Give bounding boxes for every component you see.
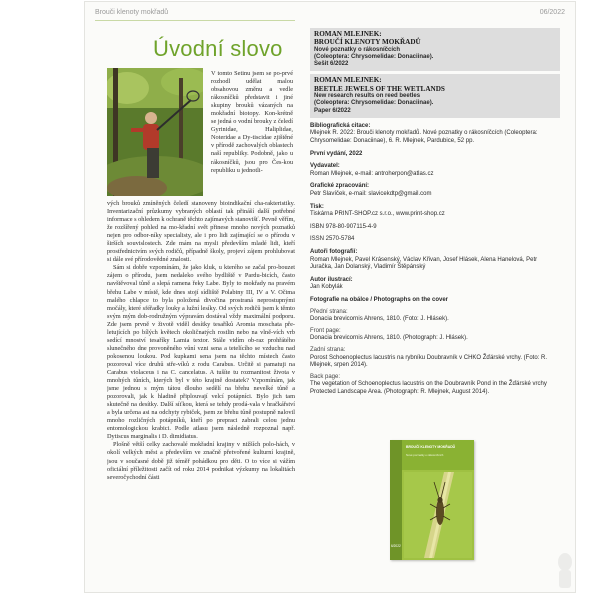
- front-cz-text: Donacia brevicornis Ahrens, 1810. (Foto: J. Hlásek).: [310, 316, 449, 323]
- photo-authors-text: Roman Mlejnek, Pavel Krásenský, Václav Křivan, Josef Hlásek, Alena Hanelová, Petr Juračka, Jan Dolanský, Vladimír Štěpánský: [310, 256, 538, 271]
- cover-side-strip: [390, 440, 402, 560]
- cover-thumbnail: [390, 440, 474, 560]
- front-cz-label: Přední strana:: [310, 308, 348, 315]
- publisher-text: Roman Mlejnek, e-mail: antroherpon@atlas.cz: [310, 170, 434, 177]
- graphics-text: Petr Slavíček, e-mail: slavicekdtp@gmail.com: [310, 191, 432, 197]
- photo-authors-label: Autoři fotografií:: [310, 248, 358, 255]
- cover-photos-label: Fotografie na obálce / Photographs on the cover: [310, 296, 449, 303]
- citation-label: Bibliografická citace:: [310, 122, 371, 129]
- beetle-on-reed-image: [404, 472, 472, 558]
- title-box-czech: [310, 28, 560, 71]
- cover-photos-block: [310, 297, 560, 397]
- first-edition: První vydání, 2022: [310, 150, 363, 157]
- header-rule: [95, 20, 295, 21]
- citation-text: Mlejnek R. 2022: Brouči klenoty mokřadů. Nové poznatky o rákosníčcích (Coleoptera: Chrysomelidae: Donaciinae), 6. R. Mlejnek, Pardubice, 52 pp.: [310, 130, 538, 145]
- graphics-label: Grafické zpracování:: [310, 183, 370, 190]
- back-en-label: Back page:: [310, 373, 341, 380]
- publisher-block: [310, 163, 560, 178]
- intro-paragraph: V tomto Setinu jsem se po-prvé rozhodl udělat malou obsahovou změnu a vedle rákosníčků představit i jiné skupiny brouků vázaných na mokřadní biotopy. Kon-krétně se jedná o vodní brouky z čeledí Gyrinidae, Haliplidae, Noteridae a Dy-tiscidae zjištěné v přírodě zachovalých oblastech naší republiky. Podobně, jako u rákosníčků, jsou pro Čes-kou republiku u jednotli-: [211, 70, 293, 174]
- cover-title: BROUČÍ KLENOTY MOKŘADŮ: [406, 445, 456, 449]
- cover-subtitle: Nové poznatky o rákosníčcích: [406, 453, 444, 457]
- box-taxa: (Coleoptera: Chrysomelidae: Donaciinae).: [314, 100, 434, 107]
- page-title: Úvodní slovo: [153, 36, 283, 61]
- front-en-label: Front page:: [310, 327, 341, 334]
- back-en-text: The vegetation of Schoenoplectus lacustris on the Doubravník Pond in the Žďárské vrchy Protected Landscape Area. (Photograph: R. Mlejnek, August 2014).: [310, 381, 547, 395]
- title-box-english: [310, 74, 560, 117]
- box-issue: Paper 6/2022: [314, 107, 351, 114]
- magazine-page: [85, 2, 575, 592]
- watermark-logo: [555, 550, 575, 590]
- article-paragraph: Plošně větší celky zachovalé mokřadní krajiny v nižších polo-hách, v okolí velkých měst a především ve značně přetvořené kulturní krajině, jsou v současné době již téměř pohádkou pro děti. O to více si vážím oficiální příležitosti začít od roku 2014 podnikat výzkumy na lokalitách severočychodní části: [107, 441, 295, 481]
- citation-block: [310, 123, 560, 146]
- issn: ISSN 2570-5784: [310, 236, 355, 243]
- box-title: BROUČÍ KLENOTY MOKŘADŮ: [314, 38, 421, 47]
- issue-number: 06/2022: [539, 9, 565, 16]
- box-author: ROMAN MLEJNEK:: [314, 76, 382, 85]
- box-author: ROMAN MLEJNEK:: [314, 30, 382, 38]
- graphics-block: [310, 183, 560, 198]
- front-en-text: Donacia brevicornis Ahrens, 1810. (Photograph: J. Hlásek).: [310, 335, 468, 342]
- box-subtitle: Nové poznatky o rákosníčcích: [314, 46, 401, 53]
- illustration-text: Jan Kobylák: [310, 284, 343, 291]
- box-taxa: (Coleoptera: Chrysomelidae: Donaciinae).: [314, 54, 434, 61]
- cover-year: 6/2022: [391, 544, 401, 548]
- running-title: Brouči klenoty mokřadů: [95, 9, 169, 16]
- box-title: BEETLE JEWELS OF THE WETLANDS: [314, 84, 445, 93]
- article-paragraph: vých brouků zmíněných čeledí stanoveny bioindikační cha-rakteristiky. Inventarizační průzkumy vybraných oblastí tak přináší další potřebné informace s ohledem k ochraně těchto zajímavých stanovišť. Pevně věřím, že rozšířený pohled na mo-křadní svět přinese mnoho nových poznatků nejen pro odbor-níky specialisty, ale i pro lidi zajímající se o přírodu v širších souvislostech. Zde mám na mysli především mladé lidi, kteří prostřednictvím svých rodičů, případně školy, projeví zájem prohlubovat si dále své přírodovědné znalosti.: [107, 200, 295, 264]
- print-block: [310, 204, 560, 219]
- imprint-column: [310, 28, 560, 396]
- print-text: Tiskárna PRINT-SHOP.cz s.r.o., www.print-shop.cz: [310, 211, 445, 218]
- box-issue: Sešit 6/2022: [314, 61, 349, 68]
- back-cz-text: Porost Schoenoplectus lacustris na rybníku Doubravník v CHKO Žďárské vrchy. (Foto: R. Mlejnek, srpen 2014).: [310, 354, 547, 369]
- illustration-label: Autor ilustrací:: [310, 276, 353, 283]
- author-photo: [107, 68, 203, 196]
- print-label: Tisk:: [310, 203, 324, 210]
- photo-authors-block: [310, 249, 560, 272]
- publisher-label: Vydavatel:: [310, 163, 340, 170]
- box-subtitle: New research results on reed beetles: [314, 93, 421, 100]
- main-article-text: [107, 200, 295, 586]
- isbn: ISBN 978-80-907115-4-9: [310, 223, 377, 230]
- article-paragraph: Sám si dobře vzpomínám, že jako kluk, u kterého se začal pro-bouzet zájem o přírodu, jsem nedaleko svého bydliště v Pardu-bicích, často navštěvoval tůně a slepá ramena řeky Labe. Byly to mokřady na pravém břehu Labe v místě, kde dnes stojí sídliště Polabiny III, IV a V. Očima malého chlapce to byla položená divočina prostraná neprostupnými močály, které sféřadky louky a lužní lesíky. Od svých rodičů jsem k těmto svým mým dob-rodružným výpravám dostával vždy maximální podporu. Zde jsem prvně v životě viděl desítky tesaříků Aromia moschata pře-letujících po bílých květech okoličnatých rostlin nebo na vlně-vích vrb sedící mnoství tesaříky Lamia textor. Stále vidím ob-raz prohřátého slunečného dne provoněného vůní vzni sena a tetelícího se vzduchu nad pokosenou loukou. Pod kupkami sena jsem na těchto místech často pozoroval více druhů stře-víků z rodu Carabus. Určitě si pamatuji na Carabus violaceus i na C. cancelatus. A tušíte tu rozmanitost života v mnohých tůních, kterých byl v této krajině dostatek? Vzpomínám, jak jsme jednou s mým tátou dlouho sedělí na břehu nevelké tůně a pozorovali, jak k hladině připlouvají velcí potápníci. Bylo jich tam skutečně na desítky. Další síťkou, která se tehdy prodá-vala v hračkářství a byla určena asi na odchyty rybiček, jsem ze břehu tůně postupně nalovil mnoho rozličných potápníků, kteří po prepraci zabrali celou jednu entomologickou krabici. Podle atlasu jsem následně rozpoznal např. Dytiscus marginalis i D. dimidiatus.: [107, 264, 295, 441]
- illustration-block: [310, 277, 560, 292]
- back-cz-label: Zadní strana:: [310, 346, 346, 353]
